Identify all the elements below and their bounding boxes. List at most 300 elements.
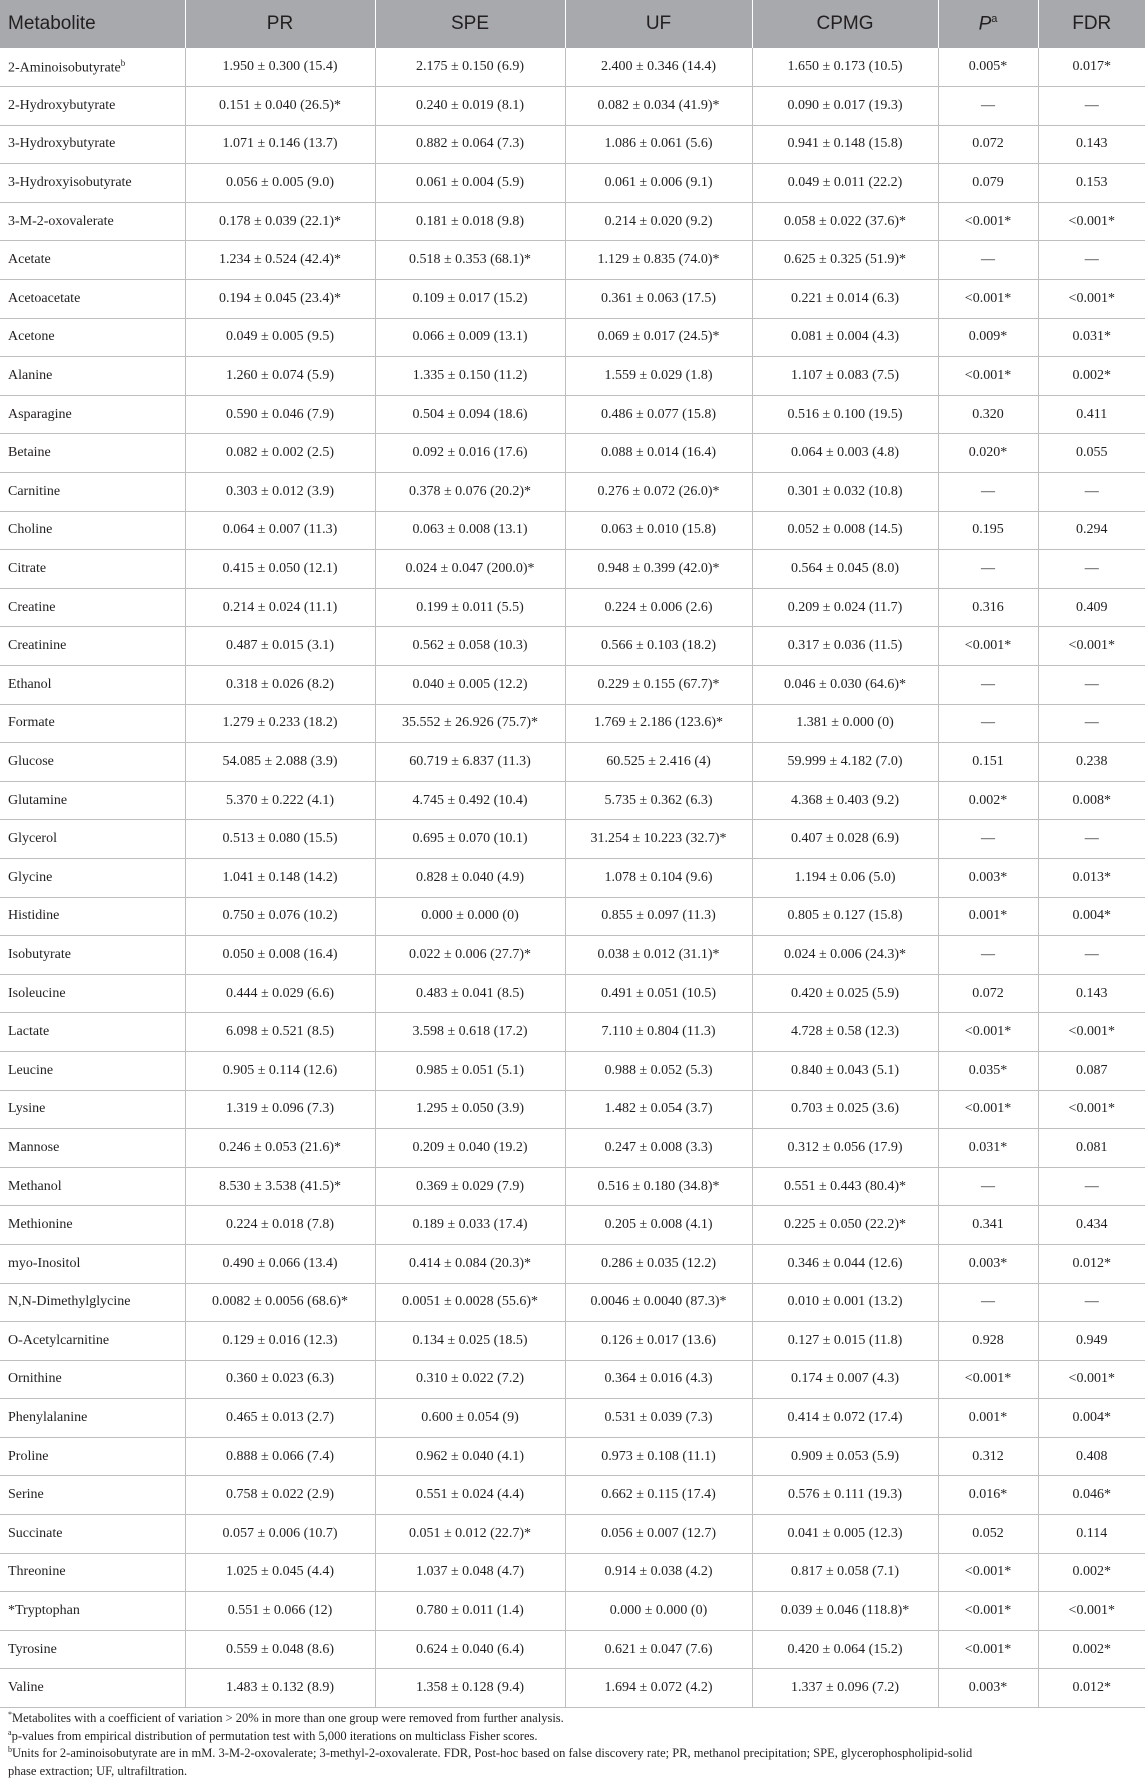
header-p-value xyxy=(938,0,1038,48)
cpmg-value-cell xyxy=(752,1013,938,1052)
spe-value-text: 3.598 ± 0.618 (17.2) xyxy=(412,1024,528,1040)
footnote-marker: a xyxy=(8,1727,12,1737)
spe-value-text: 2.175 ± 0.150 (6.9) xyxy=(415,59,524,75)
p-value-cell xyxy=(938,1090,1038,1129)
metabolite-name-cell xyxy=(0,743,185,782)
pr-value-text: 0.318 ± 0.026 (8.2) xyxy=(225,676,334,692)
uf-value-cell xyxy=(565,1090,752,1129)
cpmg-value-cell xyxy=(752,1515,938,1554)
fdr-value-cell xyxy=(1038,87,1145,126)
cpmg-value-text: 0.420 ± 0.064 (15.2) xyxy=(787,1641,903,1657)
fdr-value-cell xyxy=(1038,1206,1145,1245)
fdr-value-text: 0.002* xyxy=(1072,368,1111,384)
fdr-value-text: — xyxy=(1084,715,1099,731)
pr-value-cell xyxy=(185,1051,375,1090)
p-value-cell xyxy=(938,125,1038,164)
uf-value-text: 0.516 ± 0.180 (34.8)* xyxy=(597,1178,720,1194)
cpmg-value-cell xyxy=(752,743,938,782)
pr-value-cell xyxy=(185,125,375,164)
cpmg-value-text: 0.049 ± 0.011 (22.2) xyxy=(787,175,903,191)
fdr-value-text: 0.114 xyxy=(1076,1525,1108,1541)
spe-value-cell xyxy=(375,164,565,203)
cpmg-value-text: 4.728 ± 0.58 (12.3) xyxy=(790,1024,899,1040)
metabolite-name-text: Isobutyrate xyxy=(8,946,71,962)
table-row xyxy=(0,743,1145,782)
uf-value-text: 0.914 ± 0.038 (4.2) xyxy=(604,1564,713,1580)
uf-value-cell xyxy=(565,1167,752,1206)
p-value-cell xyxy=(938,357,1038,396)
pr-value-text: 8.530 ± 3.538 (41.5)* xyxy=(218,1178,341,1194)
table-row xyxy=(0,1051,1145,1090)
pr-value-text: 0.888 ± 0.066 (7.4) xyxy=(225,1448,334,1464)
p-value-text: 0.003* xyxy=(968,869,1008,885)
spe-value-cell xyxy=(375,1283,565,1322)
fdr-value-text: 0.238 xyxy=(1076,753,1108,769)
pr-value-text: 0.444 ± 0.029 (6.6) xyxy=(225,985,334,1001)
fdr-value-cell xyxy=(1038,241,1145,280)
p-value-text: 0.316 xyxy=(972,599,1004,615)
uf-value-cell xyxy=(565,781,752,820)
pr-value-cell xyxy=(185,743,375,782)
metabolite-name-text: Betaine xyxy=(8,445,51,461)
p-value-text: — xyxy=(981,676,995,692)
spe-value-cell xyxy=(375,318,565,357)
metabolite-name-cell xyxy=(0,588,185,627)
cpmg-value-text: 0.941 ± 0.148 (15.8) xyxy=(787,136,903,152)
fdr-value-cell xyxy=(1038,434,1145,473)
cpmg-value-cell xyxy=(752,704,938,743)
pr-value-cell xyxy=(185,1090,375,1129)
p-value-text: 0.031* xyxy=(968,1139,1008,1155)
cpmg-value-cell xyxy=(752,1399,938,1438)
uf-value-cell xyxy=(565,704,752,743)
uf-value-cell xyxy=(565,897,752,936)
fdr-value-cell xyxy=(1038,781,1145,820)
spe-value-text: 0.0051 ± 0.0028 (55.6)* xyxy=(401,1294,538,1310)
metabolite-name-text: Acetone xyxy=(8,329,55,345)
cpmg-value-cell xyxy=(752,820,938,859)
table-row xyxy=(0,357,1145,396)
fdr-value-text: — xyxy=(1084,831,1099,847)
metabolite-name-cell xyxy=(0,125,185,164)
fdr-value-text: — xyxy=(1084,252,1099,268)
cpmg-value-text: 1.107 ± 0.083 (7.5) xyxy=(790,368,899,384)
metabolite-name-text: 2-Aminoisobutyrate xyxy=(8,60,121,76)
uf-value-text: 0.364 ± 0.016 (4.3) xyxy=(604,1371,713,1387)
p-value-cell xyxy=(938,936,1038,975)
uf-value-text: 0.082 ± 0.034 (41.9)* xyxy=(597,97,720,113)
spe-value-cell xyxy=(375,1013,565,1052)
cpmg-value-cell xyxy=(752,627,938,666)
pr-value-text: 6.098 ± 0.521 (8.5) xyxy=(225,1024,334,1040)
fdr-value-text: <0.001* xyxy=(1068,638,1115,654)
pr-value-cell xyxy=(185,395,375,434)
spe-value-text: 0.063 ± 0.008 (13.1) xyxy=(412,522,528,538)
pr-value-text: 0.050 ± 0.008 (16.4) xyxy=(222,946,338,962)
cpmg-value-text: 0.041 ± 0.005 (12.3) xyxy=(787,1525,903,1541)
uf-value-cell xyxy=(565,357,752,396)
uf-value-cell xyxy=(565,473,752,512)
fdr-value-cell xyxy=(1038,588,1145,627)
cpmg-value-text: 0.064 ± 0.003 (4.8) xyxy=(790,445,899,461)
spe-value-cell xyxy=(375,434,565,473)
fdr-value-text: 0.143 xyxy=(1076,136,1108,152)
cpmg-value-cell xyxy=(752,280,938,319)
table-row xyxy=(0,87,1145,126)
cpmg-value-text: 0.576 ± 0.111 (19.3) xyxy=(788,1487,902,1503)
pr-value-text: 1.319 ± 0.096 (7.3) xyxy=(225,1101,334,1117)
fdr-value-text: 0.002* xyxy=(1072,1641,1111,1657)
p-value-cell xyxy=(938,1013,1038,1052)
cpmg-value-text: 0.225 ± 0.050 (22.2)* xyxy=(783,1217,906,1233)
metabolite-name-text: Glycerol xyxy=(8,831,57,847)
spe-value-text: 0.551 ± 0.024 (4.4) xyxy=(415,1487,524,1503)
uf-value-text: 1.694 ± 0.072 (4.2) xyxy=(604,1680,713,1696)
uf-value-text: 0.247 ± 0.008 (3.3) xyxy=(604,1139,713,1155)
fdr-value-cell xyxy=(1038,936,1145,975)
table-row xyxy=(0,1360,1145,1399)
metabolite-name-text: Ethanol xyxy=(8,676,52,692)
uf-value-text: 0.0046 ± 0.0040 (87.3)* xyxy=(590,1294,727,1310)
uf-value-text: 0.621 ± 0.047 (7.6) xyxy=(604,1641,713,1657)
p-value-text: 0.020* xyxy=(968,445,1008,461)
p-value-text: <0.001* xyxy=(964,368,1012,384)
p-value-text: — xyxy=(981,561,995,577)
metabolite-name-cell xyxy=(0,550,185,589)
p-value-text: — xyxy=(981,1178,995,1194)
uf-value-text: 0.126 ± 0.017 (13.6) xyxy=(600,1332,716,1348)
metabolite-name-cell xyxy=(0,1244,185,1283)
p-value-text: — xyxy=(981,252,995,268)
table-row xyxy=(0,627,1145,666)
metabolite-name-text: Glycine xyxy=(8,869,53,885)
pr-value-text: 0.064 ± 0.007 (11.3) xyxy=(222,522,338,538)
pr-value-text: 0.513 ± 0.080 (15.5) xyxy=(222,831,338,847)
p-value-text: — xyxy=(981,1294,995,1310)
metabolite-name-text: Leucine xyxy=(8,1062,54,1078)
fdr-value-cell xyxy=(1038,1090,1145,1129)
uf-value-cell xyxy=(565,1437,752,1476)
pr-value-cell xyxy=(185,1360,375,1399)
cpmg-value-cell xyxy=(752,1206,938,1245)
pr-value-cell xyxy=(185,511,375,550)
p-value-text: 0.072 xyxy=(972,136,1004,152)
spe-value-cell xyxy=(375,550,565,589)
fdr-value-cell xyxy=(1038,704,1145,743)
uf-value-text: 1.129 ± 0.835 (74.0)* xyxy=(597,252,720,268)
table-row xyxy=(0,550,1145,589)
p-value-text: <0.001* xyxy=(964,1564,1012,1580)
uf-value-text: 0.224 ± 0.006 (2.6) xyxy=(604,599,713,615)
p-value-cell xyxy=(938,1129,1038,1168)
cpmg-value-text: 0.564 ± 0.045 (8.0) xyxy=(790,561,899,577)
pr-value-cell xyxy=(185,1476,375,1515)
cpmg-value-text: 0.209 ± 0.024 (11.7) xyxy=(787,599,903,615)
header-p-label: P xyxy=(978,13,992,35)
pr-value-cell xyxy=(185,1206,375,1245)
cpmg-value-cell xyxy=(752,202,938,241)
cpmg-value-cell xyxy=(752,164,938,203)
fdr-value-cell xyxy=(1038,1592,1145,1631)
spe-value-text: 0.199 ± 0.011 (5.5) xyxy=(416,599,524,615)
uf-value-cell xyxy=(565,1051,752,1090)
cpmg-value-text: 0.046 ± 0.030 (64.6)* xyxy=(783,676,906,692)
fdr-value-text: — xyxy=(1084,676,1099,692)
spe-value-text: 1.335 ± 0.150 (11.2) xyxy=(412,368,528,384)
p-value-cell xyxy=(938,704,1038,743)
pr-value-cell xyxy=(185,1399,375,1438)
p-value-cell xyxy=(938,1167,1038,1206)
table-row xyxy=(0,125,1145,164)
uf-value-cell xyxy=(565,858,752,897)
footnote-line xyxy=(8,1728,1138,1746)
fdr-value-text: <0.001* xyxy=(1068,1024,1115,1040)
spe-value-text: 0.061 ± 0.004 (5.9) xyxy=(415,175,524,191)
pr-value-cell xyxy=(185,1013,375,1052)
metabolite-name-text: Citrate xyxy=(8,561,47,577)
spe-value-text: 35.552 ± 26.926 (75.7)* xyxy=(401,715,538,731)
cpmg-value-text: 0.817 ± 0.058 (7.1) xyxy=(790,1564,899,1580)
metabolite-name-text: 3-Hydroxyisobutyrate xyxy=(8,175,132,191)
uf-value-text: 0.229 ± 0.155 (67.7)* xyxy=(597,676,720,692)
spe-value-text: 0.780 ± 0.011 (1.4) xyxy=(416,1603,524,1619)
p-value-cell xyxy=(938,511,1038,550)
metabolite-name-text: Serine xyxy=(8,1487,44,1503)
table-row xyxy=(0,241,1145,280)
fdr-value-text: 0.004* xyxy=(1072,908,1111,924)
fdr-value-cell xyxy=(1038,1283,1145,1322)
p-value-cell xyxy=(938,666,1038,705)
pr-value-cell xyxy=(185,87,375,126)
fdr-value-text: — xyxy=(1084,97,1099,113)
metabolite-name-text: 3-Hydroxybutyrate xyxy=(8,136,116,152)
metabolite-name-cell xyxy=(0,1283,185,1322)
fdr-value-text: 0.087 xyxy=(1076,1062,1108,1078)
spe-value-cell xyxy=(375,1090,565,1129)
pr-value-cell xyxy=(185,48,375,87)
uf-value-cell xyxy=(565,1013,752,1052)
uf-value-cell xyxy=(565,1360,752,1399)
p-value-text: <0.001* xyxy=(964,1641,1012,1657)
p-value-text: 0.928 xyxy=(972,1332,1004,1348)
p-value-cell xyxy=(938,280,1038,319)
fdr-value-cell xyxy=(1038,395,1145,434)
cpmg-value-cell xyxy=(752,318,938,357)
metabolite-name-text: Methanol xyxy=(8,1178,62,1194)
metabolite-name-text: Choline xyxy=(8,522,53,538)
cpmg-value-cell xyxy=(752,1322,938,1361)
metabolite-name-cell xyxy=(0,1669,185,1708)
spe-value-cell xyxy=(375,1515,565,1554)
fdr-value-cell xyxy=(1038,1553,1145,1592)
table-row xyxy=(0,1167,1145,1206)
p-value-text: 0.001* xyxy=(968,1410,1008,1426)
spe-value-text: 0.024 ± 0.047 (200.0)* xyxy=(405,561,535,577)
cpmg-value-cell xyxy=(752,1244,938,1283)
pr-value-text: 0.559 ± 0.048 (8.6) xyxy=(225,1641,334,1657)
pr-value-cell xyxy=(185,241,375,280)
fdr-value-text: 0.434 xyxy=(1076,1217,1108,1233)
header-fdr: FDR xyxy=(1038,0,1145,48)
metabolite-name-cell xyxy=(0,511,185,550)
fdr-value-cell xyxy=(1038,974,1145,1013)
pr-value-text: 0.465 ± 0.013 (2.7) xyxy=(225,1410,334,1426)
cpmg-value-text: 0.625 ± 0.325 (51.9)* xyxy=(783,252,906,268)
fdr-value-text: 0.081 xyxy=(1076,1139,1108,1155)
spe-value-text: 1.358 ± 0.128 (9.4) xyxy=(415,1680,524,1696)
p-value-text: <0.001* xyxy=(964,1101,1012,1117)
fdr-value-text: <0.001* xyxy=(1068,213,1115,229)
cpmg-value-text: 0.010 ± 0.001 (13.2) xyxy=(787,1294,903,1310)
p-value-text: 0.052 xyxy=(972,1525,1004,1541)
p-value-cell xyxy=(938,164,1038,203)
metabolite-name-cell xyxy=(0,318,185,357)
p-value-text: 0.312 xyxy=(972,1448,1004,1464)
pr-value-cell xyxy=(185,666,375,705)
metabolite-name-text: Phenylalanine xyxy=(8,1410,88,1426)
spe-value-cell xyxy=(375,1322,565,1361)
metabolite-name-cell xyxy=(0,781,185,820)
metabolite-name-text: Tyrosine xyxy=(8,1641,57,1657)
pr-value-cell xyxy=(185,974,375,1013)
fdr-value-cell xyxy=(1038,280,1145,319)
spe-value-text: 0.504 ± 0.094 (18.6) xyxy=(412,406,528,422)
table-row xyxy=(0,395,1145,434)
fdr-value-text: <0.001* xyxy=(1068,290,1115,306)
fdr-value-text: 0.294 xyxy=(1076,522,1108,538)
metabolite-name-cell xyxy=(0,858,185,897)
p-value-cell xyxy=(938,1399,1038,1438)
fdr-value-text: 0.055 xyxy=(1076,445,1108,461)
spe-value-cell xyxy=(375,1592,565,1631)
pr-value-cell xyxy=(185,1283,375,1322)
fdr-value-cell xyxy=(1038,164,1145,203)
footnote-text: Metabolites with a coefficient of variation > 20% in more than one group were removed from further analysis. xyxy=(12,1711,564,1725)
spe-value-cell xyxy=(375,936,565,975)
p-value-text: <0.001* xyxy=(964,638,1012,654)
p-value-cell xyxy=(938,1630,1038,1669)
table-row xyxy=(0,1630,1145,1669)
p-value-text: 0.003* xyxy=(968,1680,1008,1696)
table-row xyxy=(0,897,1145,936)
table-row xyxy=(0,1129,1145,1168)
pr-value-text: 0.750 ± 0.076 (10.2) xyxy=(222,908,338,924)
cpmg-value-cell xyxy=(752,1129,938,1168)
pr-value-cell xyxy=(185,434,375,473)
metabolite-name-cell xyxy=(0,704,185,743)
metabolite-name-text: Formate xyxy=(8,715,55,731)
cpmg-value-cell xyxy=(752,357,938,396)
p-value-cell xyxy=(938,1283,1038,1322)
spe-value-cell xyxy=(375,1553,565,1592)
cpmg-value-text: 0.052 ± 0.008 (14.5) xyxy=(787,522,903,538)
spe-value-text: 0.695 ± 0.070 (10.1) xyxy=(412,831,528,847)
pr-value-cell xyxy=(185,164,375,203)
fdr-value-cell xyxy=(1038,858,1145,897)
spe-value-cell xyxy=(375,511,565,550)
cpmg-value-text: 1.381 ± 0.000 (0) xyxy=(796,715,894,731)
uf-value-cell xyxy=(565,1399,752,1438)
cpmg-value-cell xyxy=(752,87,938,126)
fdr-value-cell xyxy=(1038,1167,1145,1206)
fdr-value-text: 0.004* xyxy=(1072,1410,1111,1426)
fdr-value-cell xyxy=(1038,897,1145,936)
cpmg-value-cell xyxy=(752,1360,938,1399)
cpmg-value-text: 0.346 ± 0.044 (12.6) xyxy=(787,1255,903,1271)
p-value-cell xyxy=(938,395,1038,434)
spe-value-cell xyxy=(375,1129,565,1168)
metabolite-name-text: N,N-Dimethylglycine xyxy=(8,1294,131,1310)
fdr-value-text: 0.031* xyxy=(1072,329,1111,345)
uf-value-text: 0.566 ± 0.103 (18.2) xyxy=(600,638,716,654)
p-value-text: — xyxy=(981,715,995,731)
table-row xyxy=(0,202,1145,241)
p-value-cell xyxy=(938,434,1038,473)
table-row xyxy=(0,858,1145,897)
p-value-text: 0.195 xyxy=(972,522,1004,538)
uf-value-cell xyxy=(565,395,752,434)
pr-value-cell xyxy=(185,936,375,975)
p-value-cell xyxy=(938,202,1038,241)
spe-value-text: 0.209 ± 0.040 (19.2) xyxy=(412,1139,528,1155)
uf-value-cell xyxy=(565,1592,752,1631)
pr-value-text: 1.234 ± 0.524 (42.4)* xyxy=(218,252,341,268)
metabolite-name-cell xyxy=(0,974,185,1013)
pr-value-cell xyxy=(185,357,375,396)
cpmg-value-cell xyxy=(752,48,938,87)
metabolite-name-text: *Tryptophan xyxy=(8,1603,80,1619)
table-row xyxy=(0,1090,1145,1129)
metabolite-name-cell xyxy=(0,1013,185,1052)
spe-value-cell xyxy=(375,1437,565,1476)
pr-value-cell xyxy=(185,704,375,743)
uf-value-cell xyxy=(565,666,752,705)
fdr-value-text: 0.411 xyxy=(1076,406,1108,422)
cpmg-value-cell xyxy=(752,588,938,627)
fdr-value-cell xyxy=(1038,1515,1145,1554)
uf-value-cell xyxy=(565,318,752,357)
spe-value-cell xyxy=(375,395,565,434)
metabolite-name-cell xyxy=(0,357,185,396)
fdr-value-text: 0.017* xyxy=(1072,59,1111,75)
spe-value-text: 0.022 ± 0.006 (27.7)* xyxy=(408,946,531,962)
table-row xyxy=(0,318,1145,357)
uf-value-cell xyxy=(565,1283,752,1322)
metabolite-name-cell xyxy=(0,1206,185,1245)
metabolite-name-text: Alanine xyxy=(8,368,53,384)
cpmg-value-cell xyxy=(752,1090,938,1129)
metabolite-name-text: Creatine xyxy=(8,599,56,615)
table-row xyxy=(0,666,1145,705)
uf-value-cell xyxy=(565,280,752,319)
spe-value-text: 0.051 ± 0.012 (22.7)* xyxy=(408,1525,531,1541)
pr-value-cell xyxy=(185,1592,375,1631)
p-value-text: 0.005* xyxy=(968,59,1008,75)
cpmg-value-cell xyxy=(752,1283,938,1322)
spe-value-text: 0.310 ± 0.022 (7.2) xyxy=(415,1371,524,1387)
uf-value-text: 0.286 ± 0.035 (12.2) xyxy=(600,1255,716,1271)
metabolite-name-text: Acetoacetate xyxy=(8,290,81,306)
cpmg-value-text: 0.407 ± 0.028 (6.9) xyxy=(790,831,899,847)
uf-value-cell xyxy=(565,202,752,241)
cpmg-value-text: 1.650 ± 0.173 (10.5) xyxy=(787,59,903,75)
p-value-cell xyxy=(938,1592,1038,1631)
cpmg-value-cell xyxy=(752,1669,938,1708)
fdr-value-cell xyxy=(1038,511,1145,550)
pr-value-text: 0.758 ± 0.022 (2.9) xyxy=(225,1487,334,1503)
table-row xyxy=(0,1437,1145,1476)
metabolite-name-cell xyxy=(0,241,185,280)
